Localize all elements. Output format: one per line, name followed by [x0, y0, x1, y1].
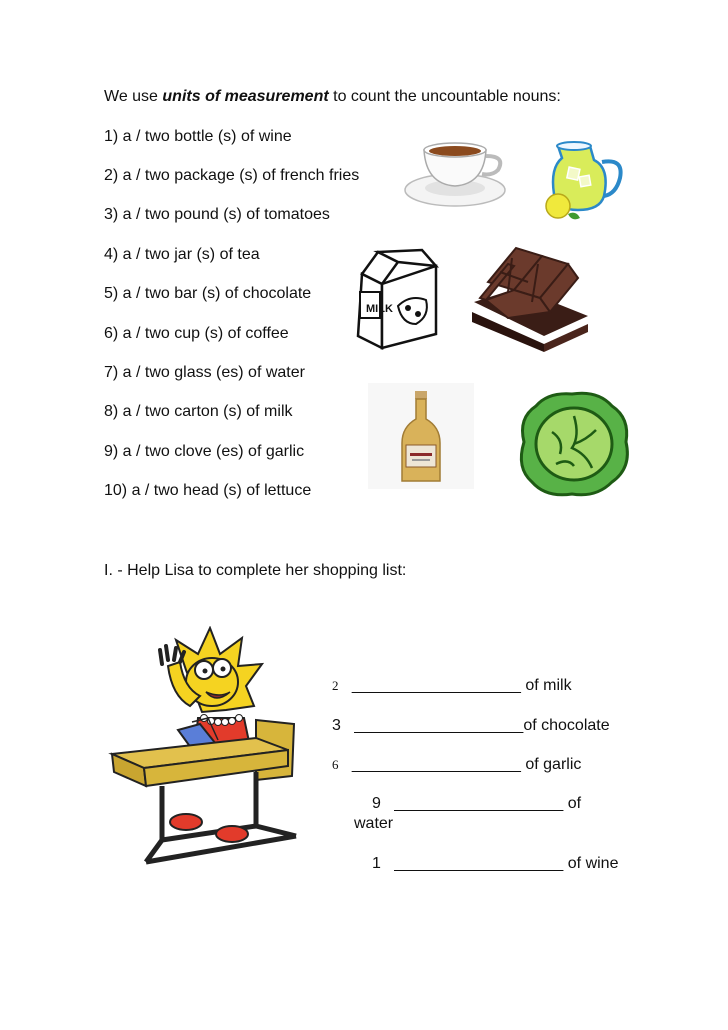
list-item: 10) a / two head (s) of lettuce — [104, 482, 312, 499]
line-number: 9 — [372, 795, 381, 812]
list-item: 2) a / two package (s) of french fries — [104, 167, 360, 184]
line-tail: of milk — [520, 677, 572, 694]
answer-blank[interactable]: ___________________ — [354, 717, 524, 734]
answer-blank[interactable]: ___________________ — [351, 677, 521, 694]
line-tail: of — [563, 795, 582, 812]
lisa-at-desk-image — [106, 626, 306, 876]
intro-sentence — [104, 87, 561, 107]
list-item: 8) a / two carton (s) of milk — [104, 403, 293, 420]
lettuce-image — [512, 388, 634, 500]
answer-blank[interactable]: ___________________ — [394, 855, 564, 872]
exercise-title: I. - Help Lisa to complete her shopping list: — [104, 562, 407, 579]
intro-after: to count the uncountable nouns: — [328, 88, 561, 105]
lemonade-jug-image — [540, 138, 626, 226]
line-tail-wrap: water — [354, 815, 394, 832]
list-item: 5) a / two bar (s) of chocolate — [104, 285, 312, 302]
list-item: 4) a / two jar (s) of tea — [104, 246, 260, 263]
list-item: 3) a / two pound (s) of tomatoes — [104, 206, 330, 223]
intro-before: We use — [104, 88, 163, 105]
list-item: 6) a / two cup (s) of coffee — [104, 325, 289, 342]
line-tail: of wine — [563, 855, 619, 872]
list-item: 9) a / two clove (es) of garlic — [104, 443, 305, 460]
milk-carton-image — [352, 244, 440, 356]
line-number: 3 — [332, 717, 341, 734]
list-item: 7) a / two glass (es) of water — [104, 364, 305, 381]
list-item: 1) a / two bottle (s) of wine — [104, 128, 292, 145]
line-tail: of garlic — [520, 756, 582, 773]
tea-cup-image — [402, 138, 514, 216]
milk-label: MILK — [366, 303, 393, 315]
line-tail: of chocolate — [523, 717, 610, 734]
line-number: 1 — [372, 855, 381, 872]
line-number: 2 — [332, 678, 339, 693]
shopping-line — [332, 716, 610, 736]
intro-emphasis: units of measurement — [162, 88, 329, 105]
shopping-line — [372, 794, 581, 814]
shopping-line — [332, 755, 581, 775]
answer-blank[interactable]: ___________________ — [394, 795, 564, 812]
shopping-line — [372, 854, 618, 874]
wine-bottle-image — [368, 383, 474, 489]
shopping-line — [332, 676, 572, 696]
answer-blank[interactable]: ___________________ — [351, 756, 521, 773]
line-number: 6 — [332, 757, 339, 772]
chocolate-bar-image — [468, 242, 592, 354]
